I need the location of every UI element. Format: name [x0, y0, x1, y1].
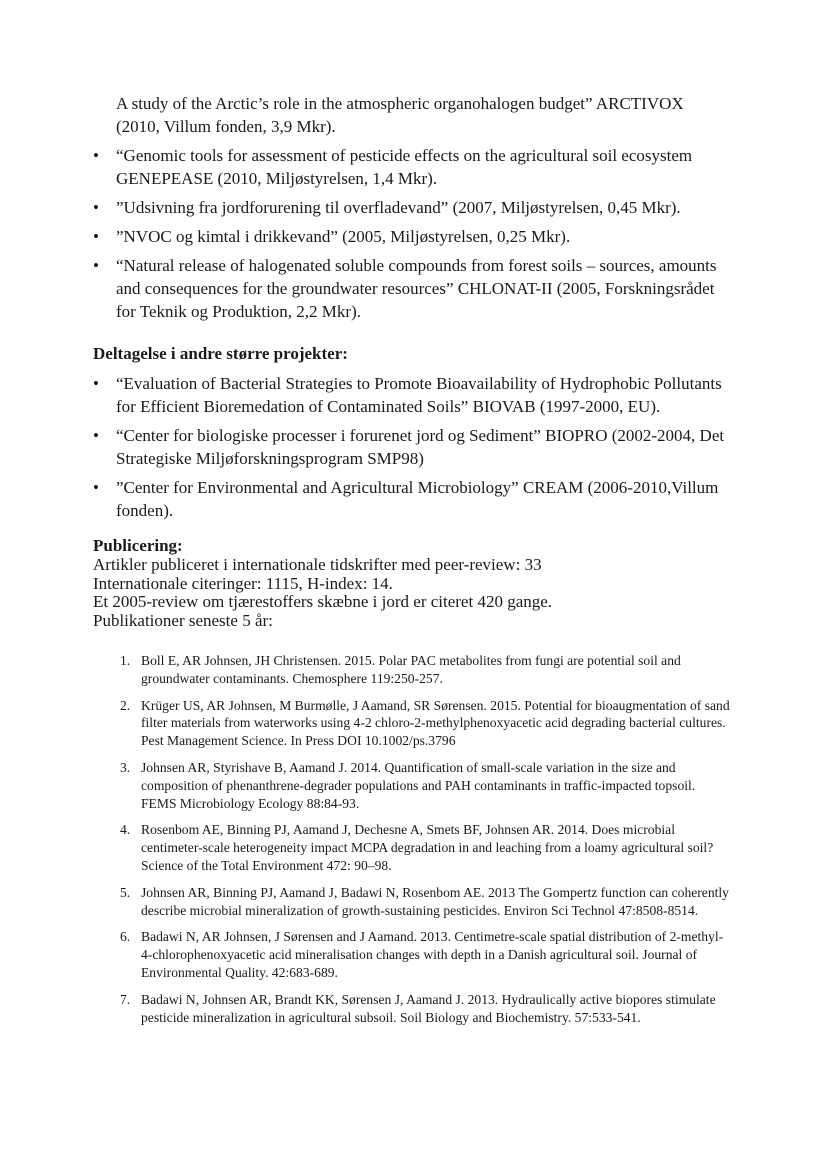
list-item — [93, 196, 733, 219]
projects-list — [93, 144, 733, 329]
reference-number: 1. — [120, 653, 131, 668]
list-item — [93, 476, 733, 522]
reference-number: 3. — [120, 759, 131, 775]
publications-heading: Publicering: — [93, 536, 183, 555]
reference-text: Johnsen AR, Binning PJ, Aamand J, Badawi N, Rosenbom AE. 2013 The Gompertz function can coherently describe microbial mineralization of growth-sustaining pesticides. Environ Sci Technol 47:8508-8514. — [141, 884, 729, 918]
list-item-text: “Center for biologiske processer i forurenet jord og Sediment” BIOPRO (2002-2004, Det Strategiske Miljøforskningsprogram SMP98) — [116, 426, 725, 468]
list-item — [93, 144, 733, 190]
reference-list — [120, 652, 732, 1035]
reference-item — [120, 759, 732, 812]
summary-line: Et 2005-review om tjærestoffers skæbne i jord er citeret 420 gange. — [93, 592, 553, 611]
reference-text: Rosenbom AE, Binning PJ, Aamand J, Dechesne A, Smets BF, Johnsen AR. 2014. Does microbial centimeter-scale heterogeneity impact MCPA degradation in and leaching from a loamy agricultural soil? Science of the Total Environment 472: 90–98. — [141, 822, 714, 873]
reference-item — [120, 928, 732, 981]
reference-text: Johnsen AR, Styrishave B, Aamand J. 2014. Quantification of small-scale variation in the size and composition of phenanthrene-degrader populations and PAH contaminants in traffic-impacted topsoil. FEMS Microbiology Ecology 88:84-93. — [141, 759, 696, 811]
list-item-text: ”Center for Environmental and Agricultural Microbiology” CREAM (2006-2010,Villum fonden). — [116, 478, 719, 520]
list-item-text: “Evaluation of Bacterial Strategies to Promote Bioavailability of Hydrophobic Pollutants for Efficient Bioremedation of Contaminated Soils” BIOVAB (1997-2000, EU). — [116, 374, 722, 416]
bullet-icon: • — [93, 256, 99, 275]
list-item — [93, 254, 733, 323]
reference-text: Badawi N, AR Johnsen, J Sørensen and J Aamand. 2013. Centimetre-scale spatial distribution of 2-methyl-4-chlorophenoxyacetic acid mineralisation changes with depth in a Danish agricultural soil. Journal of Environmental Quality. 42:683-689. — [141, 929, 724, 980]
reference-item — [120, 652, 732, 688]
reference-item — [120, 884, 732, 920]
summary-line: Publikationer seneste 5 år: — [93, 610, 273, 630]
summary-line: Internationale citeringer: 1115, H-index: 14. — [93, 573, 393, 593]
summary-line: Artikler publiceret i internationale tidskrifter med peer-review: 33 — [93, 555, 542, 574]
list-item-text: ”Udsivning fra jordforurening til overfladevand” (2007, Miljøstyrelsen, 0,45 Mkr). — [116, 198, 681, 217]
bullet-icon: • — [93, 426, 99, 445]
reference-number: 2. — [120, 697, 131, 713]
other-projects-list — [93, 372, 733, 528]
reference-item — [120, 821, 732, 874]
reference-number: 7. — [120, 991, 131, 1007]
bullet-icon: • — [93, 198, 99, 217]
bullet-icon: • — [93, 374, 99, 393]
publications-summary — [93, 556, 733, 630]
list-item-text: ”NVOC og kimtal i drikkevand” (2005, Miljøstyrelsen, 0,25 Mkr). — [116, 227, 571, 246]
reference-text: Badawi N, Johnsen AR, Brandt KK, Sørensen J, Aamand J. 2013. Hydraulically active biopores stimulate pesticide mineralization in agricultural subsoil. Soil Biology and Biochemistry. 57:533-541. — [141, 991, 716, 1025]
bullet-icon: • — [93, 227, 99, 246]
list-item-text: “Natural release of halogenated soluble compounds from forest soils – sources, amounts and consequences for the groundwater resources” CHLONAT-II (2005, Forskningsrådet for Teknik og Produktion, 2,2 Mkr). — [116, 256, 717, 321]
list-item — [93, 372, 733, 418]
reference-item — [120, 991, 732, 1027]
bullet-icon: • — [93, 146, 99, 165]
reference-item — [120, 697, 732, 750]
reference-number: 6. — [120, 929, 131, 945]
reference-number: 4. — [120, 822, 131, 838]
list-item — [93, 424, 733, 470]
list-item-text: “Genomic tools for assessment of pesticide effects on the agricultural soil ecosystem GENEPEASE (2010, Miljøstyrelsen, 1,4 Mkr). — [116, 146, 693, 188]
continuation-text: A study of the Arctic’s role in the atmospheric organohalogen budget” ARCTIVOX (2010, Villum fonden, 3,9 Mkr). — [116, 94, 684, 136]
reference-text: Krüger US, AR Johnsen, M Burmølle, J Aamand, SR Sørensen. 2015. Potential for bioaugmentation of sand filter materials from waterworks using 4-2 chloro-2-methylphenoxyacetic acid degrading bacterial cultures. Pest Management Science. In Press DOI 10.1002/ps.3796 — [141, 697, 730, 749]
continuation-paragraph — [116, 92, 731, 138]
reference-number: 5. — [120, 884, 131, 900]
reference-text: Boll E, AR Johnsen, JH Christensen. 2015. Polar PAC metabolites from fungi are potential soil and groundwater contaminants. Chemosphere 119:250-257. — [141, 653, 681, 686]
list-item — [93, 225, 733, 248]
bullet-icon: • — [93, 478, 99, 497]
other-projects-heading: Deltagelse i andre større projekter: — [93, 344, 348, 363]
